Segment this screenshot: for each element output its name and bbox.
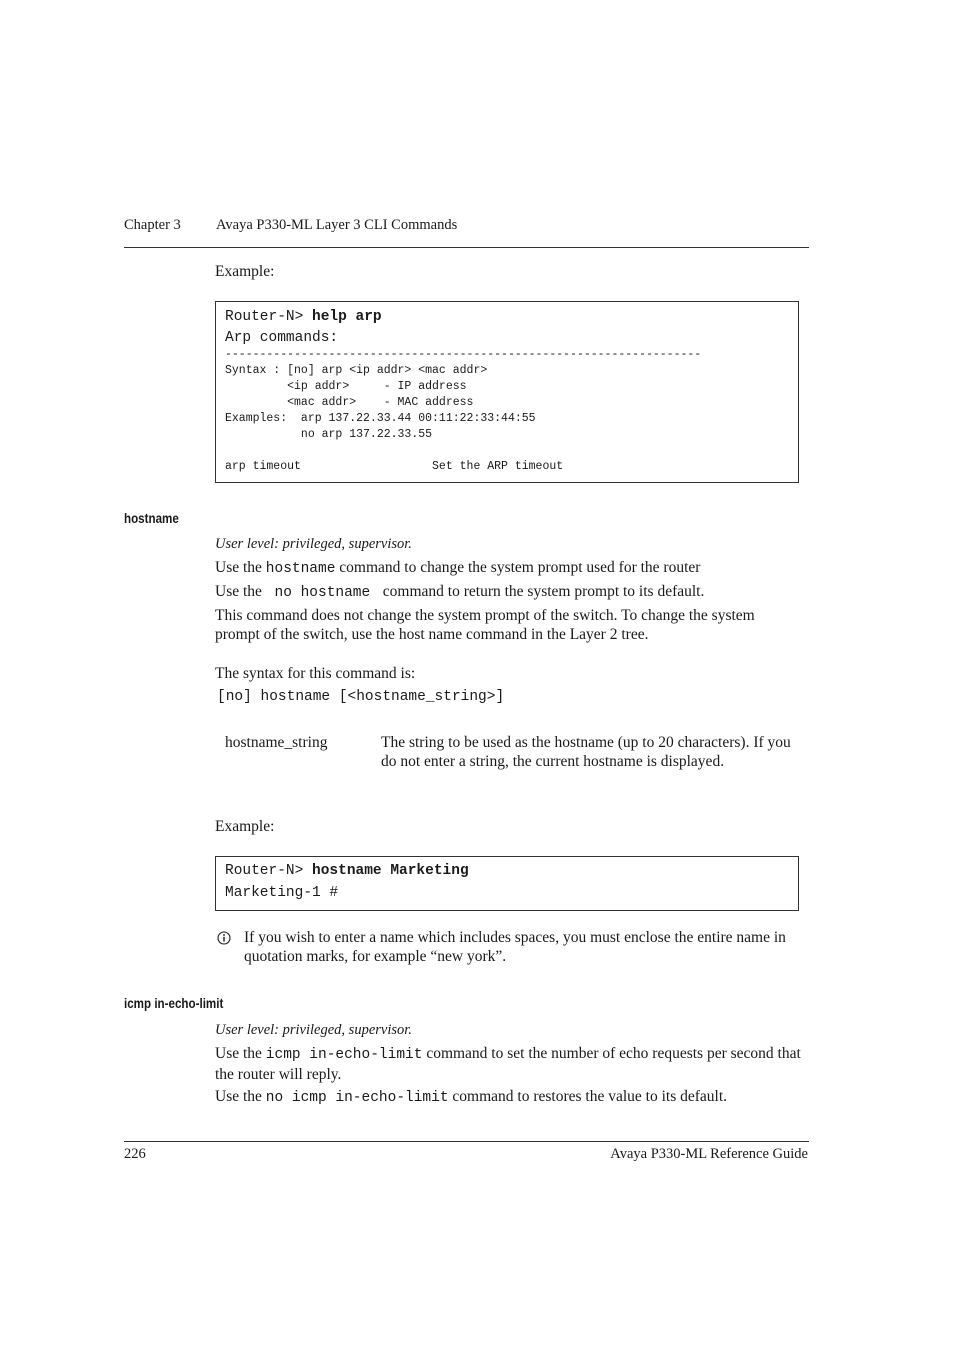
code-line: Arp commands: bbox=[225, 330, 339, 346]
code-line: Marketing-1 # bbox=[225, 885, 339, 901]
command: hostname Marketing bbox=[312, 863, 469, 879]
footer-rule bbox=[124, 1141, 809, 1142]
chapter-title: Avaya P330-ML Layer 3 CLI Commands bbox=[216, 217, 458, 233]
inline-code: no hostname bbox=[265, 585, 379, 601]
text: command to change the system prompt used for the router bbox=[335, 559, 701, 576]
paragraph bbox=[215, 558, 805, 579]
paragraph bbox=[215, 1087, 807, 1108]
code-box-help-arp bbox=[215, 301, 799, 483]
code-divider: --------------------------------------------------------------------- bbox=[225, 348, 702, 361]
code-line bbox=[225, 861, 469, 882]
code-box-hostname bbox=[215, 856, 799, 911]
page-number: 226 bbox=[124, 1146, 146, 1162]
header-rule bbox=[124, 247, 809, 248]
syntax-intro: The syntax for this command is: bbox=[215, 665, 416, 682]
text: command to set the number of echo requests per second that the router will reply. bbox=[215, 1045, 801, 1083]
note-text: If you wish to enter a name which includes spaces, you must enclose the entire name in quotation marks, for example “new york”. bbox=[244, 929, 786, 965]
code-syntax-line: no arp 137.22.33.55 bbox=[225, 428, 433, 441]
paragraph: This command does not change the system prompt of the switch. To change the system prompt of the switch, use the host name command in the Layer 2 tree. bbox=[215, 607, 755, 643]
code-line bbox=[225, 307, 382, 328]
chapter-label: Chapter 3 bbox=[124, 217, 181, 233]
user-level: User level: privileged, supervisor. bbox=[215, 536, 412, 552]
inline-code: icmp in-echo-limit bbox=[265, 1047, 423, 1063]
inline-code: hostname bbox=[265, 561, 336, 577]
example-label: Example: bbox=[215, 818, 275, 835]
paragraph bbox=[215, 582, 805, 603]
text: Use the bbox=[215, 1088, 266, 1105]
param-name: hostname_string bbox=[225, 734, 328, 751]
text: Use the bbox=[215, 1045, 266, 1062]
code-syntax-line: Syntax : [no] arp <ip addr> <mac addr> bbox=[225, 364, 488, 377]
info-icon bbox=[217, 931, 231, 945]
code-syntax-line: <mac addr> - MAC address bbox=[225, 396, 474, 409]
param-description: The string to be used as the hostname (up to 20 characters). If you do not enter a string, the current hostname is displayed. bbox=[381, 734, 791, 770]
prompt: Router-N> bbox=[225, 309, 313, 325]
example-label: Example: bbox=[215, 263, 275, 280]
text: Use the bbox=[215, 559, 266, 576]
inline-code: no icmp in-echo-limit bbox=[265, 1090, 449, 1106]
user-level: User level: privileged, supervisor. bbox=[215, 1022, 412, 1038]
code-syntax-line: Examples: arp 137.22.33.44 00:11:22:33:44:55 bbox=[225, 412, 536, 425]
prompt: Router-N> bbox=[225, 863, 313, 879]
syntax-code: [no] hostname [<hostname_string>] bbox=[217, 689, 505, 705]
section-heading-icmp: icmp in-echo-limit bbox=[124, 996, 224, 1011]
code-syntax-line: arp timeout Set the ARP timeout bbox=[225, 460, 564, 473]
command: help arp bbox=[312, 309, 382, 325]
section-heading-hostname: hostname bbox=[124, 511, 179, 526]
code-syntax-line: <ip addr> - IP address bbox=[225, 380, 467, 393]
text: command to restores the value to its default. bbox=[448, 1088, 728, 1105]
text: command to return the system prompt to its default. bbox=[378, 583, 705, 600]
text: Use the bbox=[215, 583, 266, 600]
footer-title: Avaya P330-ML Reference Guide bbox=[610, 1146, 808, 1162]
paragraph bbox=[215, 1044, 807, 1084]
